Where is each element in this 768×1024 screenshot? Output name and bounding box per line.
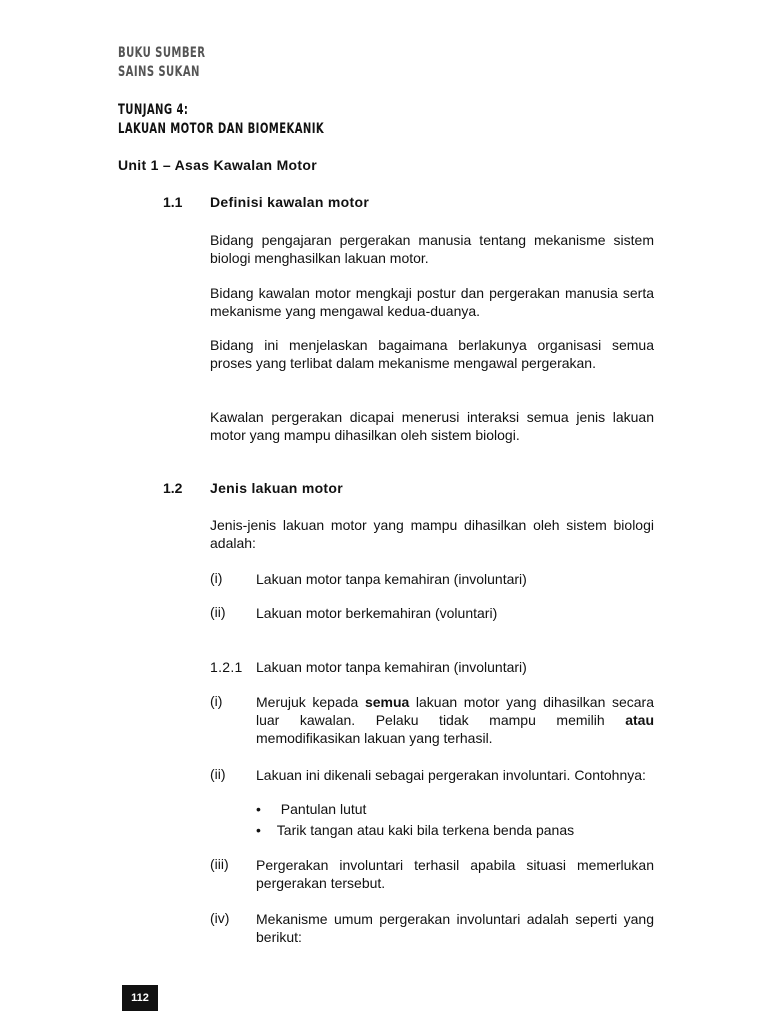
list-item-text: Lakuan motor tanpa kemahiran (involuntari) (256, 571, 527, 587)
paragraph: Jenis-jenis lakuan motor yang mampu dihasilkan oleh sistem biologi adalah: (210, 517, 654, 551)
list-item-text: Lakuan motor berkemahiran (voluntari) (256, 605, 498, 621)
list-item-number: (ii) (210, 766, 226, 782)
chapter-heading-line2: LAKUAN MOTOR DAN BIOMEKANIK (118, 121, 325, 137)
text-run: lakuan motor yang dihasilkan secara luar kawalan. Pelaku tidak mampu memilih (256, 694, 654, 728)
paragraph: Bidang pengajaran pergerakan manusia tentang mekanisme sistem biologi menghasilkan lakuan motor. (210, 232, 654, 266)
paragraph: Kawalan pergerakan dicapai menerusi interaksi semua jenis lakuan motor yang mampu dihasilkan oleh sistem biologi. (210, 409, 654, 443)
chapter-heading-line1: TUNJANG 4: (118, 102, 189, 118)
paragraph: Bidang ini menjelaskan bagaimana berlakunya organisasi semua proses yang terlibat dalam mekanisme mengawal pergerakan. (210, 337, 654, 371)
paragraph: Bidang kawalan motor mengkaji postur dan pergerakan manusia serta mekanisme yang mengawal kedua-duanya. (210, 285, 654, 319)
list-item-number: (i) (210, 693, 223, 709)
section-1-1-title: Definisi kawalan motor (210, 194, 370, 210)
bold-term-semua: semua (364, 694, 410, 710)
book-title-line1: BUKU SUMBER (118, 45, 206, 61)
list-item-text: Mekanisme umum pergerakan involuntari adalah seperti yang berikut: (256, 911, 654, 945)
list-item-number: (i) (210, 570, 223, 586)
section-1-1-number: 1.1 (163, 194, 183, 210)
bullet-item (256, 822, 574, 838)
subsection-number: 1.2.1 (210, 659, 243, 675)
chapter-heading (118, 101, 324, 139)
subsection-title: Lakuan motor tanpa kemahiran (involuntari) (256, 659, 527, 675)
list-item-text: Lakuan ini dikenali sebagai pergerakan involuntari. Contohnya: (256, 767, 646, 783)
book-title-line2: SAINS SUKAN (118, 64, 200, 80)
bullet-dot-icon: • (256, 822, 261, 838)
page-number: 112 (122, 985, 158, 1011)
book-title (118, 44, 205, 82)
bullet-text: Tarik tangan atau kaki bila terkena benda panas (276, 822, 575, 838)
bullet-item (256, 801, 366, 817)
list-item-number: (iii) (210, 856, 229, 872)
bullet-dot-icon: • (256, 801, 261, 817)
section-1-2-title: Jenis lakuan motor (210, 480, 343, 496)
list-item-number: (iv) (210, 910, 230, 926)
list-item-text (256, 693, 654, 747)
list-item-text: Pergerakan involuntari terhasil apabila situasi memerlukan pergerakan tersebut. (256, 857, 654, 891)
bold-term-atau: atau (625, 712, 654, 728)
text-run: Merujuk kepada (256, 694, 365, 710)
text-run: memodifikasikan lakuan yang terhasil. (256, 730, 493, 746)
section-1-2-number: 1.2 (163, 480, 183, 496)
unit-title: Unit 1 – Asas Kawalan Motor (118, 157, 317, 173)
list-item-number: (ii) (210, 604, 226, 620)
bullet-text: Pantulan lutut (280, 801, 367, 817)
